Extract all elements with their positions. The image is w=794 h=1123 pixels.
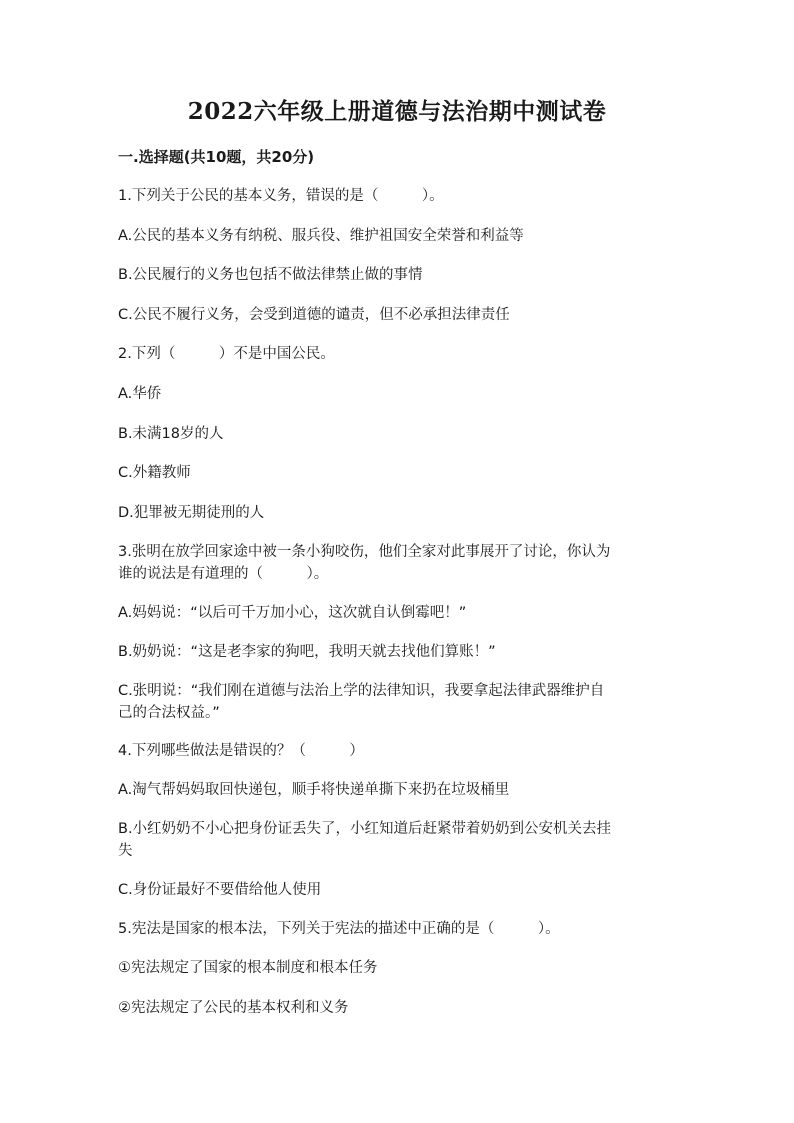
question-1-stem: 1.下列关于公民的基本义务，错误的是（ ）。	[118, 188, 444, 204]
question-4-option-c: C.身份证最好不要借给他人使用	[118, 882, 322, 898]
question-3-option-b: B.奶奶说：“这是老李家的狗吧，我明天就去找他们算账！”	[118, 644, 496, 660]
question-2-option-c: C.外籍教师	[118, 465, 191, 481]
question-3-stem-line-1: 3.张明在放学回家途中被一条小狗咬伤，他们全家对此事展开了讨论，你认为	[118, 544, 611, 560]
question-2-option-d: D.犯罪被无期徒刑的人	[118, 505, 265, 521]
question-3-option-c-line-1: C.张明说：“我们刚在道德与法治上学的法律知识，我要拿起法律武器维护自	[118, 683, 605, 699]
question-4-option-b-line-2: 失	[118, 843, 133, 859]
question-4-option-b-line-1: B.小红奶奶不小心把身份证丢失了，小红知道后赶紧带着奶奶到公安机关去挂	[118, 821, 612, 837]
question-4-option-a: A.淘气帮妈妈取回快递包，顺手将快递单撕下来扔在垃圾桶里	[118, 782, 510, 798]
question-2-stem: 2.下列（ ）不是中国公民。	[118, 346, 335, 362]
question-2-option-b: B.未满18岁的人	[118, 426, 224, 442]
question-5-item-1: ①宪法规定了国家的根本制度和根本任务	[118, 960, 378, 976]
question-3-stem-line-2: 谁的说法是有道理的（ ）。	[118, 566, 329, 582]
question-2-option-a: A.华侨	[118, 386, 162, 402]
question-3-option-a: A.妈妈说：“以后可千万加小心，这次就自认倒霉吧！”	[118, 605, 467, 621]
question-5-stem: 5.宪法是国家的根本法，下列关于宪法的描述中正确的是（ ）。	[118, 921, 560, 937]
question-1-option-b: B.公民履行的义务也包括不做法律禁止做的事情	[118, 267, 423, 283]
section-heading: 一.选择题(共10题，共20分)	[118, 148, 315, 166]
question-5-item-2: ②宪法规定了公民的基本权利和义务	[118, 1000, 349, 1016]
question-4-stem: 4.下列哪些做法是错误的？（ ）	[118, 743, 364, 759]
page-title: 2022六年级上册道德与法治期中测试卷	[187, 98, 607, 125]
question-1-option-c: C.公民不履行义务，会受到道德的谴责，但不必承担法律责任	[118, 307, 510, 323]
question-3-option-c-line-2: 己的合法权益。”	[118, 705, 220, 721]
question-1-option-a: A.公民的基本义务有纳税、服兵役、维护祖国安全荣誉和利益等	[118, 228, 524, 244]
